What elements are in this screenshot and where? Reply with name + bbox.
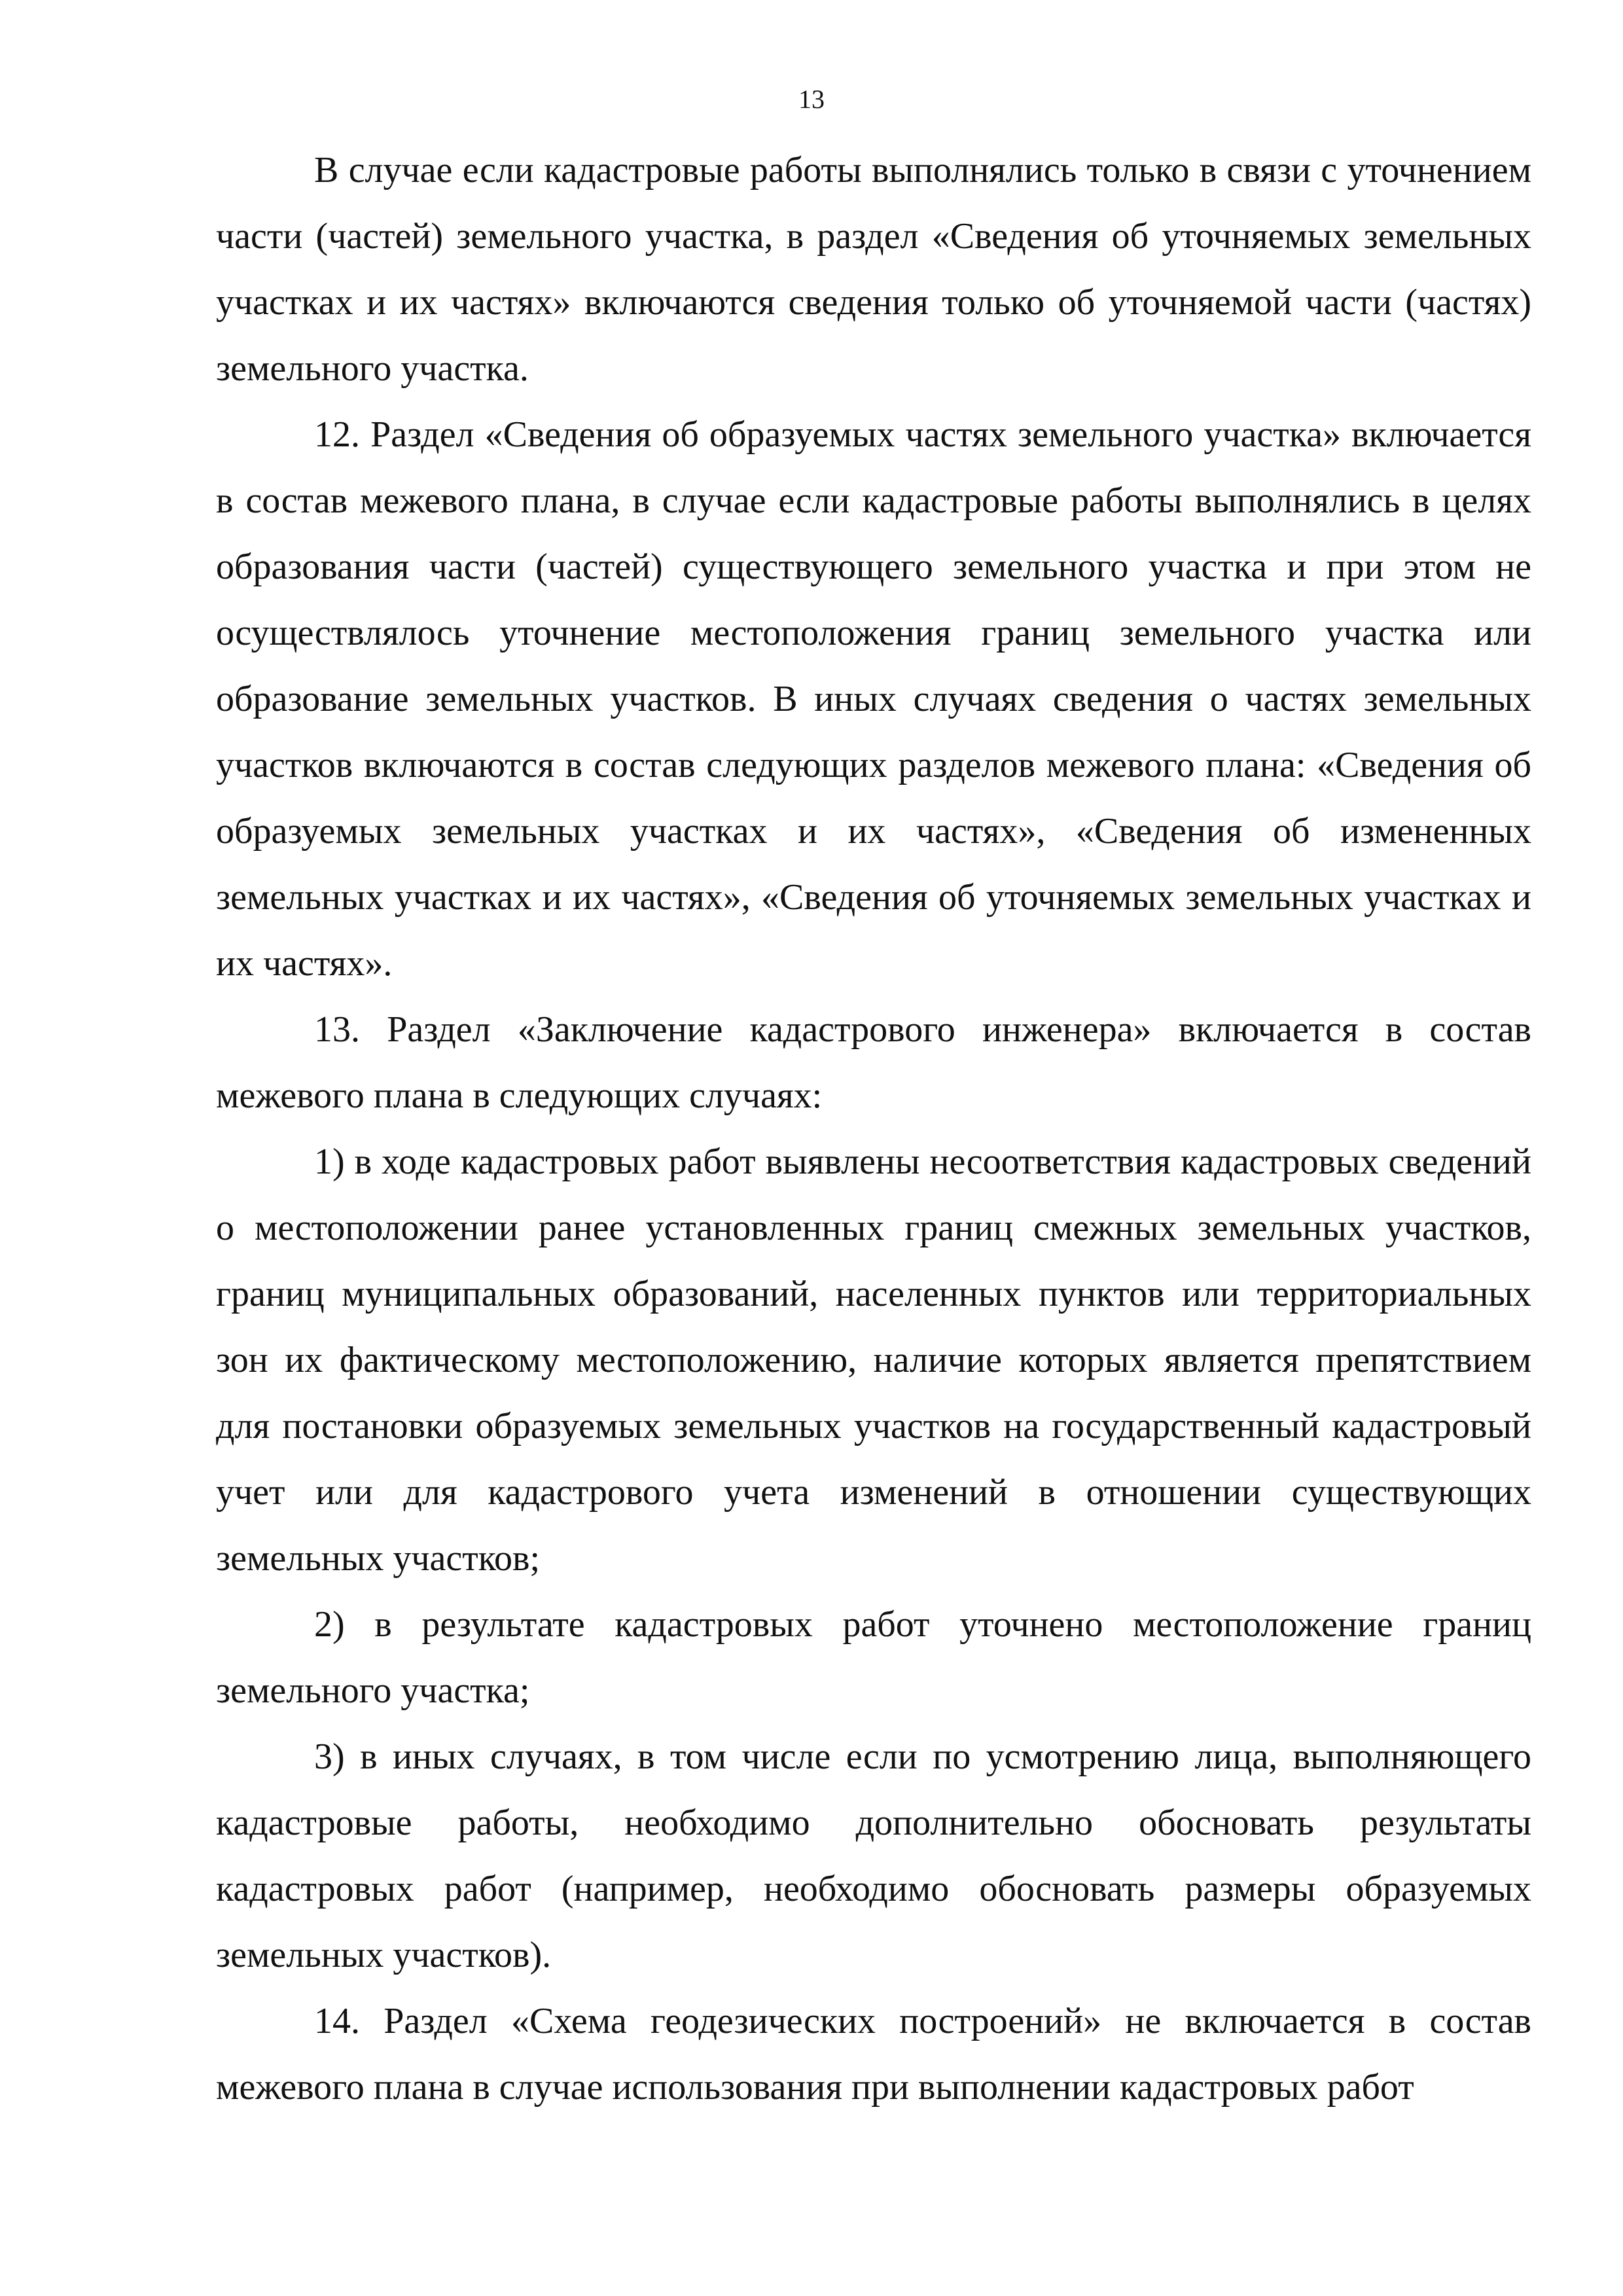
paragraph-14: 14. Раздел «Схема геодезических построений» не включается в состав межевого плана в случае использования при выполнении кадастровых работ bbox=[216, 2001, 1531, 2108]
paragraph-clarified-parts: В случае если кадастровые работы выполнялись только в связи с уточнением части (частей) земельного участка, в раздел «Сведения об уточняемых земельных участках и их частях» включаются сведения только об уточняемой части (частях) земельного участка. bbox=[216, 150, 1531, 389]
paragraph-13-item-2: 2) в результате кадастровых работ уточнено местоположение границ земельного участка; bbox=[216, 1604, 1531, 1711]
page-number: 13 bbox=[798, 84, 825, 114]
paragraph-13-item-1: 1) в ходе кадастровых работ выявлены несоответствия кадастровых сведений о местоположении ранее установленных границ смежных земельных участков, границ муниципальных образований, населенных пунктов или территориальных зон их фактическому местоположению, наличие которых является препятствием для постановки образуемых земельных участков на государственный кадастровый учет или для кадастрового учета изменений в отношении существующих земельных участков; bbox=[216, 1141, 1531, 1579]
document-body bbox=[216, 137, 1531, 2121]
paragraph-12: 12. Раздел «Сведения об образуемых частях земельного участка» включается в состав межевого плана, в случае если кадастровые работы выполнялись в целях образования части (частей) существующего земельного участка и при этом не осуществлялось уточнение местоположения границ земельного участка или образование земельных участков. В иных случаях сведения о частях земельных участков включаются в состав следующих разделов межевого плана: «Сведения об образуемых земельных участках и их частях», «Сведения об измененных земельных участках и их частях», «Сведения об уточняемых земельных участках и их частях». bbox=[216, 414, 1531, 984]
paragraph-13: 13. Раздел «Заключение кадастрового инженера» включается в состав межевого плана в следующих случаях: bbox=[216, 1009, 1531, 1116]
paragraph-13-item-3: 3) в иных случаях, в том числе если по усмотрению лица, выполняющего кадастровые работы, необходимо дополнительно обосновать результаты кадастровых работ (например, необходимо обосновать размеры образуемых земельных участков). bbox=[216, 1736, 1531, 1975]
